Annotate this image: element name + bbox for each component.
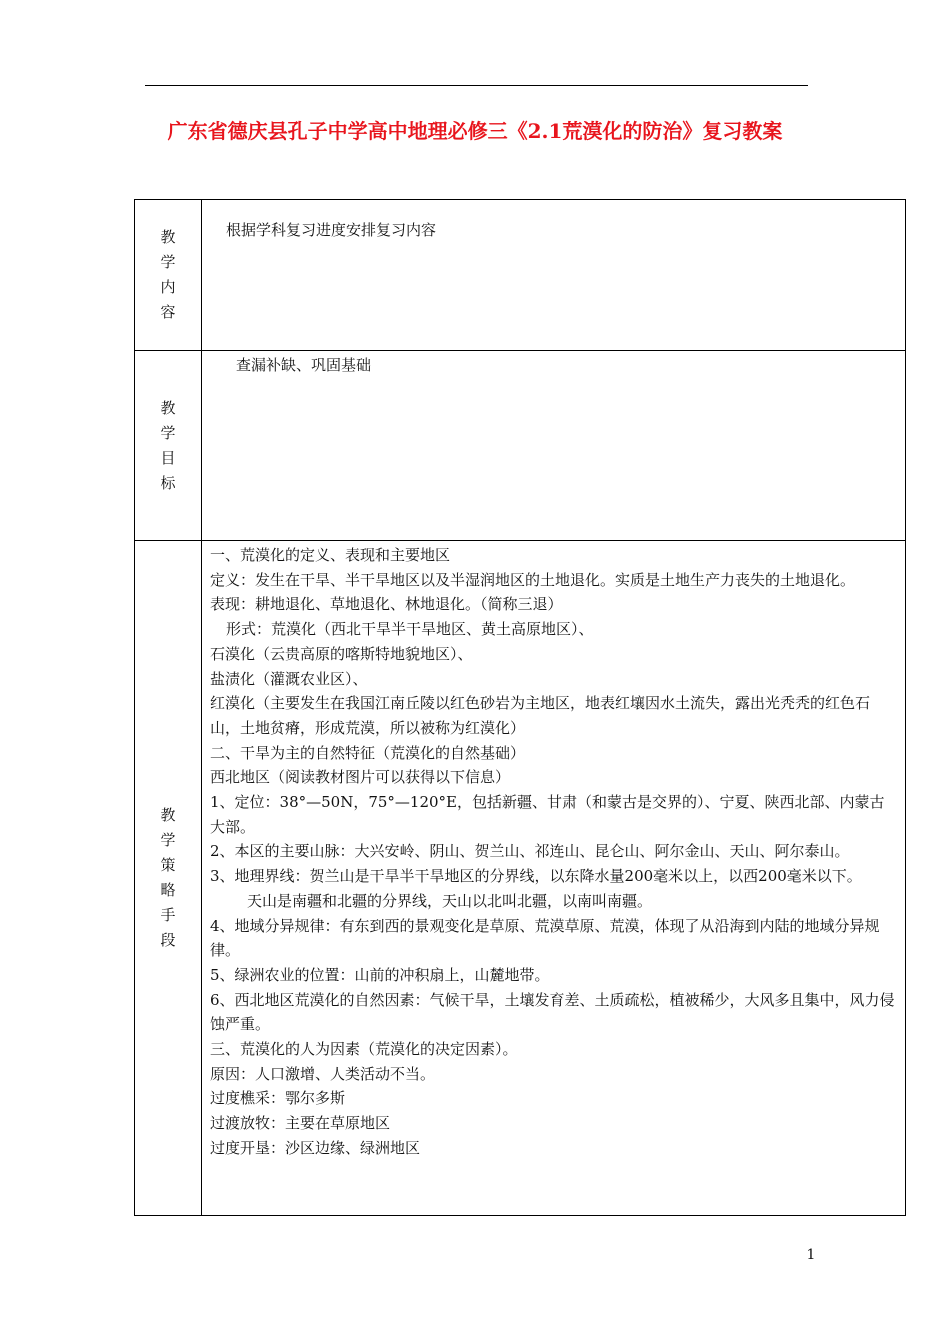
content-line: 查漏补缺、巩固基础 (236, 356, 372, 374)
content-line: 天山是南疆和北疆的分界线，天山以北叫北疆，以南叫南疆。 (247, 891, 653, 910)
row-teaching-strategy (135, 541, 906, 1216)
content-line: 西北地区（阅读教材图片可以获得以下信息） (210, 768, 511, 787)
content-line: 1、定位：38°—50N，75°—120°E，包括新疆、甘肃（和蒙古是交界的）、宁夏、陕西北部、内蒙古大部。 (210, 793, 885, 836)
content-line: 4、地域分异规律：有东到西的景观变化是草原、荒漠草原、荒漠，体现了从沿海到内陆的地域分异规律。 (210, 916, 880, 960)
content-line: 2、本区的主要山脉：大兴安岭、阴山、贺兰山、祁连山、昆仑山、阿尔金山、天山、阿尔泰山。 (210, 842, 850, 861)
header-rule (145, 85, 808, 86)
document-title: 广东省德庆县孔子中学高中地理必修三《2.1荒漠化的防治》复习教案 (167, 119, 783, 143)
vertical-label-char: 略 (160, 881, 176, 899)
row-teaching-content (135, 200, 906, 351)
content-line: 过渡放牧：主要在草原地区 (210, 1114, 391, 1133)
content-line: 石漠化（云贵高原的喀斯特地貌地区）、 (210, 644, 473, 663)
content-line: 6、西北地区荒漠化的自然因素：气候干旱，土壤发育差、土质疏松，植被稀少，大风多且集中，风力侵蚀严重。 (210, 990, 895, 1034)
vertical-label-char: 标 (160, 473, 176, 492)
section-heading: 三、荒漠化的人为因素（荒漠化的决定因素）。 (210, 1040, 518, 1059)
row-label-teaching-content (135, 200, 202, 351)
content-line: 3、地理界线：贺兰山是干旱半干旱地区的分界线，以东降水量200毫米以上，以西200毫米以下。 (210, 867, 862, 886)
vertical-label-char: 学 (160, 423, 176, 442)
vertical-label-char: 容 (160, 303, 176, 321)
row-body-teaching-content (202, 200, 906, 351)
content-line: 定义：发生在干旱、半干旱地区以及半湿润地区的土地退化。实质是土地生产力丧失的土地退化。 (210, 570, 856, 589)
vertical-label (159, 803, 177, 953)
content-line: 盐渍化（灌溉农业区）、 (210, 669, 368, 688)
row-body-teaching-strategy (202, 541, 906, 1216)
vertical-label-char: 教 (160, 806, 176, 824)
content-line: 红漠化（主要发生在我国江南丘陵以红色砂岩为主地区，地表红壤因水土流失，露出光秃秃的红色石山，土地贫瘠，形成荒漠，所以被称为红漠化） (210, 694, 871, 737)
vertical-label (159, 396, 177, 496)
content-line: 根据学科复习进度安排复习内容 (226, 221, 437, 239)
vertical-label-char: 段 (160, 931, 176, 949)
vertical-label-char: 教 (160, 228, 176, 246)
content-line: 表现：耕地退化、草地退化、林地退化。（简称三退） (210, 595, 563, 614)
row-teaching-goal (135, 351, 906, 541)
content-line: 5、绿洲农业的位置：山前的冲积扇上，山麓地带。 (210, 965, 550, 984)
vertical-label-char: 手 (160, 906, 176, 924)
row-body-teaching-goal (202, 351, 906, 541)
section-heading: 一、荒漠化的定义、表现和主要地区 (210, 546, 451, 564)
section-heading: 二、干旱为主的自然特征（荒漠化的自然基础） (210, 743, 526, 762)
vertical-label-char: 教 (160, 398, 176, 417)
content-line: 原因：人口激增、人类活动不当。 (210, 1064, 436, 1083)
vertical-label-char: 学 (160, 253, 176, 271)
content-line: 形式：荒漠化（西北干旱半干旱地区、黄土高原地区）、 (226, 620, 594, 639)
lesson-plan-table (134, 199, 906, 1216)
content-line: 过度樵采：鄂尔多斯 (210, 1089, 346, 1108)
page-number: 1 (806, 1247, 816, 1263)
vertical-label (159, 225, 177, 325)
row-label-teaching-goal (135, 351, 202, 541)
vertical-label-char: 目 (160, 448, 176, 467)
vertical-label-char: 学 (160, 831, 176, 849)
vertical-label-char: 策 (160, 856, 176, 874)
row-label-teaching-strategy (135, 541, 202, 1216)
content-line: 过度开垦：沙区边缘、绿洲地区 (210, 1138, 421, 1157)
vertical-label-char: 内 (160, 278, 176, 296)
